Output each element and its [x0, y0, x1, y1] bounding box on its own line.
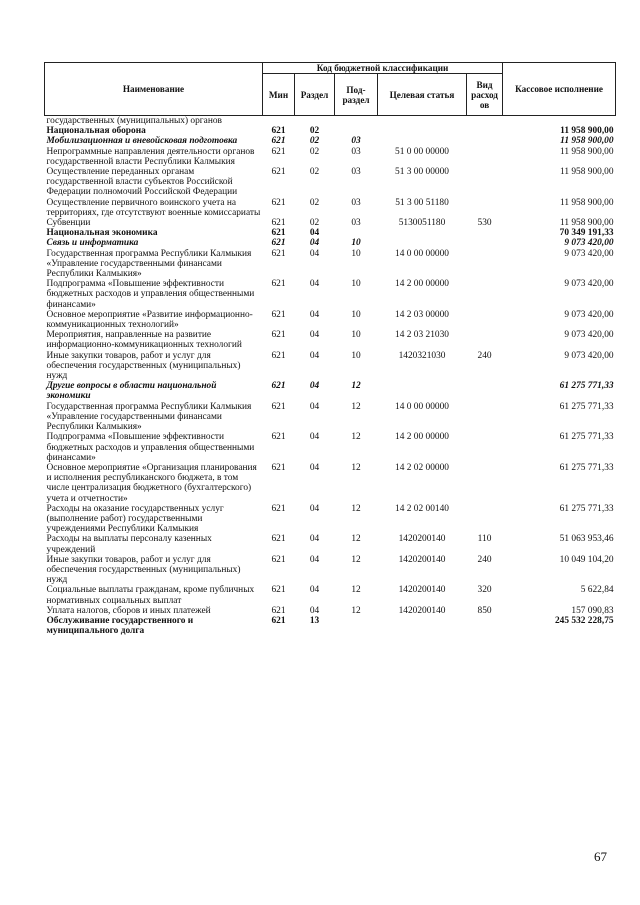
row-vid: 320: [477, 585, 492, 596]
header-amount: Кассовое исполнение: [503, 63, 616, 116]
row-min: 621: [271, 167, 286, 178]
row-min: 621: [271, 432, 286, 443]
row-amount: 9 073 420,00: [564, 279, 614, 290]
row-podrazdel: 03: [351, 197, 361, 208]
row-amount: 245 532 228,75: [554, 615, 614, 626]
row-name: Связь и информатика: [46, 238, 139, 249]
row-razdel: 04: [309, 503, 320, 514]
row-razdel: 04: [309, 350, 320, 361]
row-target: [378, 381, 467, 401]
row-min: 621: [271, 309, 286, 320]
row-razdel: 02: [309, 146, 320, 157]
row-name: Расходы на оказание государственных услуг (выполнение работ) государственными учреждениями Республики Калмыкия: [46, 503, 224, 535]
row-vid: [467, 504, 503, 535]
row-min: 621: [271, 585, 286, 596]
row-min: 621: [271, 401, 286, 412]
header-vid: Вид расход ов: [467, 74, 503, 116]
row-name: Мобилизационная и вневойсковая подготовка: [46, 136, 238, 147]
row-vid: [467, 249, 503, 280]
table-row: [45, 167, 616, 198]
row-vid: [467, 330, 503, 350]
row-target: 1420200140: [398, 605, 446, 616]
table-row: [45, 249, 616, 280]
row-vid: [467, 381, 503, 401]
row-razdel: 04: [309, 238, 320, 249]
table-row: [45, 351, 616, 382]
row-amount: 9 073 420,00: [564, 248, 614, 259]
row-podrazdel: 03: [351, 146, 361, 157]
row-amount: 61 275 771,33: [559, 381, 614, 392]
row-vid: [467, 463, 503, 504]
row-name: Государственная программа Республики Калмыкия «Управление государственными финансами Республики Калмыкия»: [46, 248, 252, 280]
table-row: [45, 116, 616, 127]
row-vid: [467, 238, 503, 248]
row-vid: [467, 310, 503, 330]
header-target: Целевая статья: [378, 74, 467, 116]
row-razdel: 02: [309, 136, 320, 147]
row-podrazdel: [335, 116, 378, 127]
row-amount: 11 958 900,00: [560, 218, 614, 229]
table-row: [45, 381, 616, 401]
row-amount: 11 958 900,00: [560, 146, 614, 157]
row-min: 621: [271, 218, 286, 229]
row-vid: [467, 147, 503, 167]
row-podrazdel: [335, 126, 378, 136]
row-target: [378, 136, 467, 146]
row-vid: [467, 126, 503, 136]
table-body: [45, 116, 616, 637]
row-podrazdel: 10: [351, 238, 361, 249]
row-razdel: 04: [309, 554, 320, 565]
row-razdel: 13: [309, 615, 320, 626]
row-amount: 157 090,83: [571, 605, 614, 616]
row-amount: 5 622,84: [580, 585, 614, 596]
table-row: [45, 555, 616, 586]
row-vid: 530: [477, 218, 492, 229]
row-name: Уплата налогов, сборов и иных платежей: [46, 605, 211, 616]
row-target: 51 3 00 51180: [395, 197, 449, 208]
row-target: 1420200140: [398, 534, 446, 545]
table-row: [45, 126, 616, 136]
row-min: 621: [271, 279, 286, 290]
row-vid: 240: [477, 350, 492, 361]
row-name: Подпрограмма «Повышение эффективности бюджетных расходов и управления общественными финансами»: [46, 432, 255, 463]
row-target: 5130051180: [398, 218, 446, 229]
header-min: Мин: [263, 74, 295, 116]
table-row: [45, 402, 616, 433]
row-name: Обслуживание государственного и муниципального долга: [46, 615, 194, 637]
table-row: [45, 606, 616, 616]
row-amount: 61 275 771,33: [559, 503, 614, 514]
row-podrazdel: 12: [351, 534, 361, 545]
row-vid: [467, 167, 503, 198]
row-name: Непрограммные направления деятельности органов государственной власти Республики Калмыкия: [46, 146, 255, 167]
row-min: 621: [271, 330, 286, 341]
row-min: 621: [271, 146, 286, 157]
row-target: 51 0 00 00000: [395, 146, 449, 157]
row-razdel: 04: [309, 228, 320, 239]
row-min: 621: [271, 136, 286, 147]
row-amount: 61 275 771,33: [559, 432, 614, 443]
row-vid: [467, 432, 503, 463]
table-row: [45, 228, 616, 238]
row-target: 14 2 02 00140: [395, 503, 449, 514]
row-vid: [467, 136, 503, 146]
row-amount: 70 349 191,33: [559, 228, 614, 239]
row-podrazdel: 10: [351, 350, 361, 361]
row-podrazdel: 12: [351, 585, 361, 596]
row-min: 621: [271, 350, 286, 361]
row-razdel: 02: [309, 126, 320, 137]
row-podrazdel: 10: [351, 309, 361, 320]
row-target: 14 0 00 00000: [395, 248, 449, 259]
table-row: [45, 534, 616, 554]
row-name: Осуществление первичного воинского учета на территориях, где отсутствуют военные комиссариаты: [46, 197, 261, 218]
row-vid: [467, 402, 503, 433]
header-name: Наименование: [45, 63, 263, 116]
row-amount: 11 958 900,00: [560, 136, 614, 147]
row-amount: 9 073 420,00: [564, 309, 614, 320]
row-podrazdel: 03: [351, 218, 361, 229]
row-podrazdel: 10: [351, 330, 361, 341]
row-name: Иные закупки товаров, работ и услуг для обеспечения государственных (муниципальных) нужд: [46, 350, 241, 382]
table-row: [45, 310, 616, 330]
row-name: Основное мероприятие «Организация планирования и исполнения республиканского бюджета, в том числе централизация бюджетного (бухгалтерского) учета и отчетности»: [46, 462, 257, 504]
row-razdel: 04: [309, 462, 320, 473]
row-podrazdel: 10: [351, 279, 361, 290]
row-razdel: 04: [309, 279, 320, 290]
row-amount: 9 073 420,00: [564, 238, 614, 249]
row-vid: [467, 228, 503, 238]
row-razdel: 04: [309, 309, 320, 320]
row-podrazdel: [335, 616, 378, 636]
row-target: 14 2 02 00000: [395, 462, 449, 473]
row-min: 621: [271, 534, 286, 545]
row-target: 14 2 03 21030: [395, 330, 449, 341]
row-amount: [503, 116, 616, 127]
row-podrazdel: 12: [351, 462, 361, 473]
row-name: Социальные выплаты гражданам, кроме публичных нормативных социальных выплат: [46, 585, 255, 606]
row-name: Осуществление переданных органам государственной власти субъектов Российской Федерации полномочий Российской Федерации: [46, 167, 238, 198]
row-vid: 110: [477, 534, 492, 545]
row-amount: 61 275 771,33: [559, 462, 614, 473]
row-amount: 11 958 900,00: [560, 126, 614, 137]
row-min: 621: [271, 197, 286, 208]
table-row: [45, 432, 616, 463]
row-min: 621: [271, 554, 286, 565]
table-row: [45, 463, 616, 504]
row-min: 621: [271, 605, 286, 616]
row-vid: [467, 116, 503, 127]
row-name: Основное мероприятие «Развитие информационно-коммуникационных технологий»: [46, 309, 253, 331]
row-target: [378, 116, 467, 127]
table-header: [45, 63, 616, 116]
row-target: 14 2 00 00000: [395, 432, 449, 443]
row-razdel: 04: [309, 381, 320, 392]
row-target: [378, 616, 467, 636]
row-target: 14 2 00 00000: [395, 279, 449, 290]
table-row: [45, 616, 616, 636]
table-row: [45, 238, 616, 248]
row-min: [263, 116, 295, 127]
page-number: 67: [594, 849, 607, 864]
row-target: 51 3 00 00000: [395, 167, 449, 178]
row-target: [378, 126, 467, 136]
header-razdel: Раздел: [295, 74, 335, 116]
row-vid: [467, 279, 503, 310]
row-razdel: 04: [309, 248, 320, 259]
row-min: 621: [271, 381, 286, 392]
row-razdel: 04: [309, 432, 320, 443]
row-razdel: 04: [309, 401, 320, 412]
row-amount: 10 049 104,20: [559, 554, 614, 565]
table-row: [45, 136, 616, 146]
row-name: Другие вопросы в области национальной экономики: [46, 381, 217, 402]
row-min: 621: [271, 503, 286, 514]
row-target: 14 0 00 00000: [395, 401, 449, 412]
row-name: Иные закупки товаров, работ и услуг для обеспечения государственных (муниципальных) нужд: [46, 554, 241, 586]
row-podrazdel: 12: [351, 381, 361, 392]
table-row: [45, 279, 616, 310]
row-vid: [467, 616, 503, 636]
row-amount: 9 073 420,00: [564, 330, 614, 341]
row-podrazdel: 12: [351, 503, 361, 514]
row-razdel: 04: [309, 585, 320, 596]
row-name: Национальная экономика: [46, 228, 158, 239]
row-amount: 11 958 900,00: [560, 167, 614, 178]
header-podrazdel: Под-раздел: [335, 74, 378, 116]
row-razdel: 04: [309, 534, 320, 545]
row-name: Национальная оборона: [46, 126, 146, 137]
row-razdel: 02: [309, 167, 320, 178]
row-target: 1420321030: [398, 350, 446, 361]
row-name: Субвенции: [46, 218, 91, 229]
row-min: 621: [271, 615, 286, 626]
row-vid: 240: [477, 554, 492, 565]
row-podrazdel: 12: [351, 605, 361, 616]
row-min: 621: [271, 126, 286, 137]
row-min: 621: [271, 238, 286, 249]
row-amount: 11 958 900,00: [560, 197, 614, 208]
row-podrazdel: [335, 228, 378, 238]
row-podrazdel: 03: [351, 167, 361, 178]
row-razdel: 02: [309, 218, 320, 229]
header-code-group: Код бюджетной классификации: [263, 63, 503, 74]
row-target: 1420200140: [398, 585, 446, 596]
table-row: [45, 218, 616, 228]
row-podrazdel: 12: [351, 554, 361, 565]
row-target: [378, 238, 467, 248]
row-podrazdel: 12: [351, 432, 361, 443]
row-podrazdel: 10: [351, 248, 361, 259]
table-row: [45, 585, 616, 605]
row-podrazdel: 12: [351, 401, 361, 412]
row-min: 621: [271, 462, 286, 473]
row-name: Подпрограмма «Повышение эффективности бюджетных расходов и управления общественными финансами»: [46, 279, 255, 310]
row-podrazdel: 03: [351, 136, 361, 147]
row-target: [378, 228, 467, 238]
row-name: Расходы на выплаты персоналу казенных учреждений: [46, 534, 212, 555]
row-amount: 51 063 953,46: [559, 534, 614, 545]
row-name: государственных (муниципальных) органов: [46, 116, 222, 126]
row-amount: 61 275 771,33: [559, 401, 614, 412]
budget-table: [44, 62, 616, 636]
row-razdel: 04: [309, 330, 320, 341]
row-name: Государственная программа Республики Калмыкия «Управление государственными финансами Республики Калмыкия»: [46, 401, 252, 433]
table-row: [45, 330, 616, 350]
table-row: [45, 147, 616, 167]
row-amount: 9 073 420,00: [564, 350, 614, 361]
row-razdel: 04: [309, 605, 320, 616]
row-min: 621: [271, 228, 286, 239]
row-vid: 850: [477, 605, 492, 616]
row-razdel: [295, 116, 335, 127]
row-target: 14 2 03 00000: [395, 309, 449, 320]
table-row: [45, 504, 616, 535]
row-vid: [467, 198, 503, 218]
row-min: 621: [271, 248, 286, 259]
row-target: 1420200140: [398, 554, 446, 565]
row-name: Мероприятия, направленные на развитие информационно-коммуникационных технологий: [46, 330, 242, 351]
table-row: [45, 198, 616, 218]
row-razdel: 02: [309, 197, 320, 208]
